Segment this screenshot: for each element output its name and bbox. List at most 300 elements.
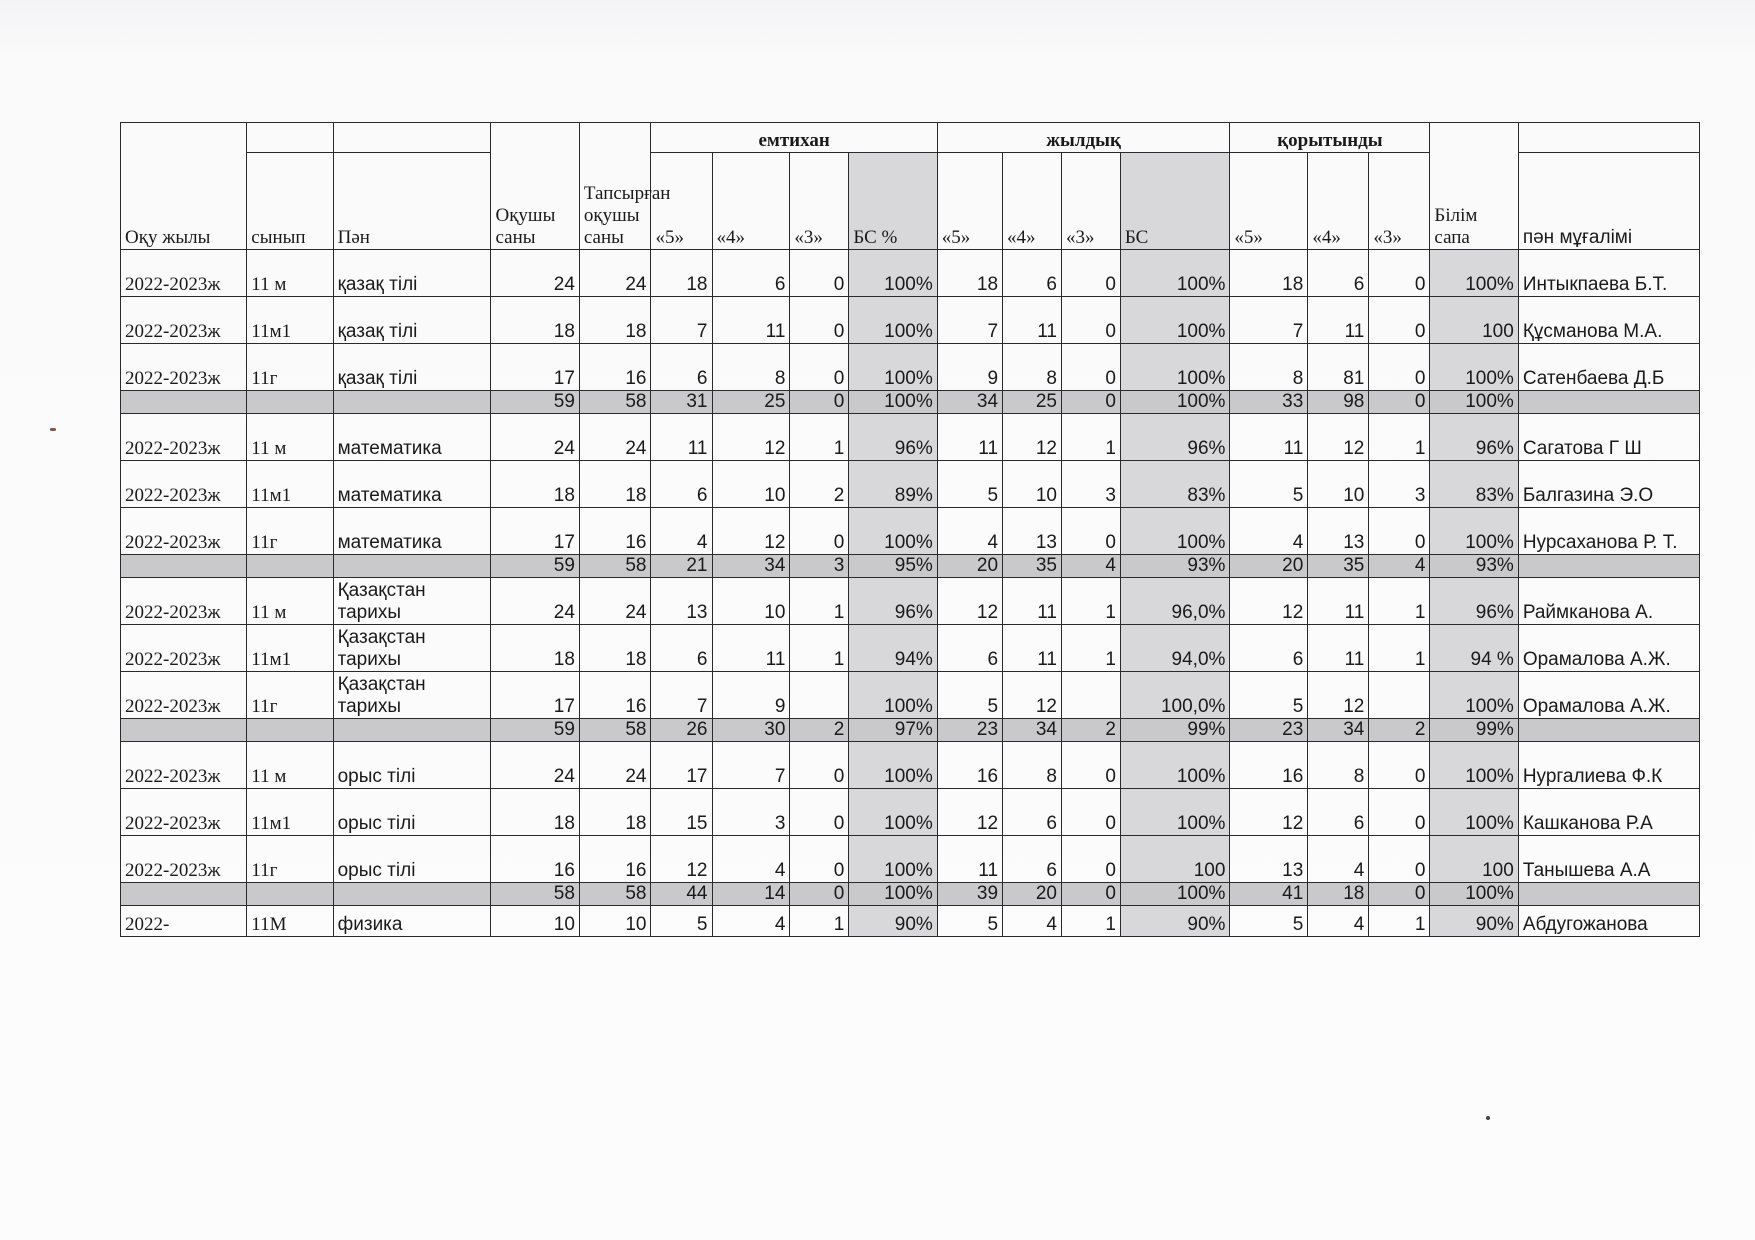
cell-e5: 31 — [651, 391, 712, 414]
cell-ebs: 96% — [849, 578, 937, 625]
total-label-cell — [333, 391, 491, 414]
cell-a3: 1 — [1061, 625, 1120, 672]
table-body — [121, 250, 1700, 937]
cell-abs: 100% — [1120, 508, 1230, 555]
cell-f5: 7 — [1230, 297, 1308, 344]
cell-n: 10 — [491, 906, 579, 937]
cell-abs: 100% — [1120, 344, 1230, 391]
cell-a4: 25 — [1003, 391, 1062, 414]
table-row — [121, 414, 1700, 461]
total-label-cell — [247, 719, 333, 742]
cell-p: 10 — [579, 906, 651, 937]
cell-abs: 100,0% — [1120, 672, 1230, 719]
cell-q: 94 % — [1430, 625, 1518, 672]
cell-q: 83% — [1430, 461, 1518, 508]
cell-f5: 18 — [1230, 250, 1308, 297]
total-label-cell — [333, 555, 491, 578]
cell-ebs: 100% — [849, 789, 937, 836]
cell-ebs: 100% — [849, 297, 937, 344]
cell-e4: 14 — [712, 883, 790, 906]
total-teacher-cell — [1518, 719, 1699, 742]
cell-e3: 2 — [790, 461, 849, 508]
cell-f4: 81 — [1308, 344, 1369, 391]
cell-a4: 8 — [1003, 344, 1062, 391]
cell-e5: 4 — [651, 508, 712, 555]
subject-cell: орыс тілі — [333, 789, 491, 836]
cell-f3: 0 — [1369, 836, 1430, 883]
cell-ebs: 97% — [849, 719, 937, 742]
cell-e5: 11 — [651, 414, 712, 461]
cell-n: 16 — [491, 836, 579, 883]
header-exam: емтихан — [651, 123, 937, 153]
cell-abs: 99% — [1120, 719, 1230, 742]
subject-cell: қазақ тілі — [333, 250, 491, 297]
cell-a3: 1 — [1061, 414, 1120, 461]
cell-f3: 1 — [1369, 578, 1430, 625]
cell-a3: 0 — [1061, 508, 1120, 555]
cell-f5: 11 — [1230, 414, 1308, 461]
header-passed: Тапсырған оқушы саны — [579, 123, 651, 250]
class-cell: 11м1 — [247, 625, 333, 672]
cell-a3: 1 — [1061, 578, 1120, 625]
cell-a4: 11 — [1003, 578, 1062, 625]
teacher-cell: Орамалова А.Ж. — [1518, 625, 1699, 672]
total-teacher-cell — [1518, 883, 1699, 906]
table-row — [121, 297, 1700, 344]
total-row — [121, 391, 1700, 414]
cell-e4: 34 — [712, 555, 790, 578]
header-annual-3: «3» — [1061, 153, 1120, 250]
cell-e5: 13 — [651, 578, 712, 625]
cell-f5: 5 — [1230, 672, 1308, 719]
cell-f5: 13 — [1230, 836, 1308, 883]
cell-a4: 6 — [1003, 789, 1062, 836]
cell-abs: 100% — [1120, 742, 1230, 789]
cell-p: 18 — [579, 461, 651, 508]
cell-e3: 0 — [790, 344, 849, 391]
cell-a3: 0 — [1061, 344, 1120, 391]
cell-a4: 4 — [1003, 906, 1062, 937]
cell-f4: 18 — [1308, 883, 1369, 906]
cell-ebs: 100% — [849, 344, 937, 391]
cell-p: 24 — [579, 578, 651, 625]
cell-e5: 5 — [651, 906, 712, 937]
cell-a5: 39 — [937, 883, 1002, 906]
cell-ebs: 100% — [849, 672, 937, 719]
total-label-cell — [121, 555, 247, 578]
cell-n: 18 — [491, 625, 579, 672]
cell-e5: 15 — [651, 789, 712, 836]
cell-abs: 100% — [1120, 789, 1230, 836]
cell-a3: 0 — [1061, 883, 1120, 906]
cell-abs: 100 — [1120, 836, 1230, 883]
cell-a4: 8 — [1003, 742, 1062, 789]
cell-f3: 3 — [1369, 461, 1430, 508]
total-label-cell — [121, 719, 247, 742]
cell-e3: 1 — [790, 414, 849, 461]
cell-f4: 12 — [1308, 672, 1369, 719]
year-cell: 2022-2023ж — [121, 672, 247, 719]
class-cell: 11м1 — [247, 461, 333, 508]
teacher-cell: Кашканова Р.А — [1518, 789, 1699, 836]
class-cell: 11г — [247, 836, 333, 883]
teacher-cell: Абдугожанова — [1518, 906, 1699, 937]
cell-e3: 1 — [790, 625, 849, 672]
cell-a3 — [1061, 672, 1120, 719]
class-cell: 11м1 — [247, 789, 333, 836]
cell-e4: 12 — [712, 508, 790, 555]
cell-a5: 5 — [937, 461, 1002, 508]
cell-a4: 6 — [1003, 836, 1062, 883]
scan-speck — [1486, 1116, 1490, 1120]
cell-f3: 0 — [1369, 508, 1430, 555]
cell-e5: 44 — [651, 883, 712, 906]
subject-cell: Қазақстан тарихы — [333, 578, 491, 625]
cell-a4: 35 — [1003, 555, 1062, 578]
cell-q: 96% — [1430, 578, 1518, 625]
cell-e4: 12 — [712, 414, 790, 461]
teacher-cell: Интыкпаева Б.Т. — [1518, 250, 1699, 297]
class-cell: 11 м — [247, 414, 333, 461]
header-exam-3: «3» — [790, 153, 849, 250]
cell-a5: 23 — [937, 719, 1002, 742]
cell-e5: 7 — [651, 672, 712, 719]
year-cell: 2022-2023ж — [121, 625, 247, 672]
cell-f3: 0 — [1369, 742, 1430, 789]
cell-f3: 2 — [1369, 719, 1430, 742]
cell-ebs: 100% — [849, 883, 937, 906]
cell-e3: 0 — [790, 508, 849, 555]
cell-abs: 100% — [1120, 391, 1230, 414]
cell-f4: 98 — [1308, 391, 1369, 414]
cell-f4: 10 — [1308, 461, 1369, 508]
class-cell: 11 м — [247, 578, 333, 625]
cell-a5: 5 — [937, 672, 1002, 719]
cell-ebs: 100% — [849, 836, 937, 883]
cell-f5: 6 — [1230, 625, 1308, 672]
cell-q: 99% — [1430, 719, 1518, 742]
cell-q: 100 — [1430, 297, 1518, 344]
table-row — [121, 789, 1700, 836]
subject-cell: қазақ тілі — [333, 344, 491, 391]
total-teacher-cell — [1518, 555, 1699, 578]
header-annual-bs: БС — [1120, 153, 1230, 250]
class-cell: 11 м — [247, 250, 333, 297]
cell-p: 58 — [579, 719, 651, 742]
teacher-cell: Сагатова Г Ш — [1518, 414, 1699, 461]
subject-cell: математика — [333, 414, 491, 461]
cell-n: 18 — [491, 297, 579, 344]
cell-q: 100% — [1430, 789, 1518, 836]
cell-f4: 11 — [1308, 578, 1369, 625]
cell-a5: 11 — [937, 836, 1002, 883]
table-row — [121, 344, 1700, 391]
cell-abs: 93% — [1120, 555, 1230, 578]
cell-e3: 0 — [790, 836, 849, 883]
class-cell: 11г — [247, 508, 333, 555]
cell-ebs: 100% — [849, 508, 937, 555]
cell-p: 58 — [579, 555, 651, 578]
subject-cell: Қазақстан тарихы — [333, 625, 491, 672]
header-subject: Пән — [333, 153, 491, 250]
cell-p: 58 — [579, 883, 651, 906]
cell-a3: 0 — [1061, 789, 1120, 836]
cell-n: 18 — [491, 789, 579, 836]
subject-cell: математика — [333, 461, 491, 508]
results-table-container — [120, 122, 1700, 937]
cell-n: 24 — [491, 742, 579, 789]
cell-f4: 34 — [1308, 719, 1369, 742]
cell-f5: 41 — [1230, 883, 1308, 906]
cell-a3: 1 — [1061, 906, 1120, 937]
cell-e3: 1 — [790, 906, 849, 937]
total-row — [121, 883, 1700, 906]
total-row — [121, 555, 1700, 578]
total-label-cell — [247, 883, 333, 906]
cell-a5: 4 — [937, 508, 1002, 555]
cell-n: 17 — [491, 508, 579, 555]
cell-n: 24 — [491, 578, 579, 625]
class-cell: 11г — [247, 672, 333, 719]
year-cell: 2022-2023ж — [121, 742, 247, 789]
cell-a4: 12 — [1003, 672, 1062, 719]
teacher-cell: Нургалиева Ф.К — [1518, 742, 1699, 789]
subject-cell: математика — [333, 508, 491, 555]
cell-e4: 9 — [712, 672, 790, 719]
cell-a4: 6 — [1003, 250, 1062, 297]
table-row — [121, 625, 1700, 672]
cell-p: 58 — [579, 391, 651, 414]
cell-abs: 83% — [1120, 461, 1230, 508]
subject-cell: Қазақстан тарихы — [333, 672, 491, 719]
cell-e4: 8 — [712, 344, 790, 391]
cell-f3: 0 — [1369, 344, 1430, 391]
cell-f5: 12 — [1230, 578, 1308, 625]
cell-q: 100% — [1430, 391, 1518, 414]
cell-p: 16 — [579, 508, 651, 555]
cell-ebs: 94% — [849, 625, 937, 672]
cell-q: 100% — [1430, 672, 1518, 719]
class-cell: 11г — [247, 344, 333, 391]
cell-q: 90% — [1430, 906, 1518, 937]
cell-a4: 12 — [1003, 414, 1062, 461]
cell-e5: 21 — [651, 555, 712, 578]
cell-p: 16 — [579, 836, 651, 883]
cell-f4: 6 — [1308, 789, 1369, 836]
cell-n: 59 — [491, 391, 579, 414]
cell-e4: 3 — [712, 789, 790, 836]
cell-f3: 1 — [1369, 414, 1430, 461]
cell-p: 24 — [579, 250, 651, 297]
cell-e4: 10 — [712, 578, 790, 625]
class-cell: 11 м — [247, 742, 333, 789]
cell-e3: 0 — [790, 789, 849, 836]
cell-ebs: 96% — [849, 414, 937, 461]
cell-n: 17 — [491, 344, 579, 391]
subject-cell: орыс тілі — [333, 836, 491, 883]
cell-e3 — [790, 672, 849, 719]
cell-a5: 18 — [937, 250, 1002, 297]
table-row — [121, 508, 1700, 555]
cell-a5: 7 — [937, 297, 1002, 344]
table-row — [121, 906, 1700, 937]
cell-e4: 4 — [712, 836, 790, 883]
cell-a3: 0 — [1061, 836, 1120, 883]
cell-ebs: 89% — [849, 461, 937, 508]
cell-e3: 0 — [790, 297, 849, 344]
header-empty — [1518, 123, 1699, 153]
cell-ebs: 100% — [849, 742, 937, 789]
cell-e5: 6 — [651, 625, 712, 672]
table-row — [121, 742, 1700, 789]
cell-a3: 2 — [1061, 719, 1120, 742]
cell-q: 100% — [1430, 250, 1518, 297]
cell-e4: 11 — [712, 625, 790, 672]
cell-f3: 1 — [1369, 906, 1430, 937]
cell-f4: 13 — [1308, 508, 1369, 555]
cell-a5: 34 — [937, 391, 1002, 414]
total-label-cell — [121, 883, 247, 906]
table-row — [121, 836, 1700, 883]
total-row — [121, 719, 1700, 742]
cell-e5: 6 — [651, 344, 712, 391]
cell-f4: 12 — [1308, 414, 1369, 461]
teacher-cell: Танышева А.А — [1518, 836, 1699, 883]
cell-q: 93% — [1430, 555, 1518, 578]
cell-abs: 100% — [1120, 883, 1230, 906]
cell-q: 100% — [1430, 344, 1518, 391]
header-final-4: «4» — [1308, 153, 1369, 250]
exam-results-table — [120, 122, 1700, 937]
header-quality: Білім сапа — [1430, 123, 1518, 250]
table-row — [121, 578, 1700, 625]
cell-e5: 26 — [651, 719, 712, 742]
cell-f5: 5 — [1230, 906, 1308, 937]
cell-ebs: 100% — [849, 250, 937, 297]
cell-f3: 1 — [1369, 625, 1430, 672]
header-annual-5: «5» — [937, 153, 1002, 250]
cell-a3: 4 — [1061, 555, 1120, 578]
cell-e4: 6 — [712, 250, 790, 297]
teacher-cell: Раймканова А. — [1518, 578, 1699, 625]
cell-n: 24 — [491, 250, 579, 297]
cell-f3: 0 — [1369, 883, 1430, 906]
header-year: Оқу жылы — [121, 123, 247, 250]
cell-abs: 100% — [1120, 250, 1230, 297]
cell-n: 59 — [491, 719, 579, 742]
header-final-3: «3» — [1369, 153, 1430, 250]
subject-cell: орыс тілі — [333, 742, 491, 789]
cell-f5: 12 — [1230, 789, 1308, 836]
header-exam-5: «5» — [651, 153, 712, 250]
cell-a3: 3 — [1061, 461, 1120, 508]
cell-e5: 6 — [651, 461, 712, 508]
cell-q: 100% — [1430, 742, 1518, 789]
cell-f5: 8 — [1230, 344, 1308, 391]
table-row — [121, 461, 1700, 508]
cell-p: 16 — [579, 672, 651, 719]
cell-a5: 16 — [937, 742, 1002, 789]
cell-e4: 11 — [712, 297, 790, 344]
cell-n: 58 — [491, 883, 579, 906]
cell-f5: 16 — [1230, 742, 1308, 789]
year-cell: 2022-2023ж — [121, 250, 247, 297]
cell-abs: 100% — [1120, 297, 1230, 344]
total-label-cell — [247, 391, 333, 414]
header-class: сынып — [247, 153, 333, 250]
cell-f5: 4 — [1230, 508, 1308, 555]
table-row — [121, 672, 1700, 719]
cell-a5: 20 — [937, 555, 1002, 578]
cell-n: 17 — [491, 672, 579, 719]
cell-e3: 1 — [790, 578, 849, 625]
header-annual: жылдық — [937, 123, 1230, 153]
cell-e5: 18 — [651, 250, 712, 297]
cell-f4: 8 — [1308, 742, 1369, 789]
total-label-cell — [121, 391, 247, 414]
cell-p: 24 — [579, 742, 651, 789]
cell-p: 18 — [579, 625, 651, 672]
cell-a3: 0 — [1061, 250, 1120, 297]
cell-f4: 11 — [1308, 297, 1369, 344]
cell-ebs: 90% — [849, 906, 937, 937]
cell-e4: 10 — [712, 461, 790, 508]
year-cell: 2022-2023ж — [121, 508, 247, 555]
cell-f5: 33 — [1230, 391, 1308, 414]
year-cell: 2022- — [121, 906, 247, 937]
teacher-cell: Құсманова М.А. — [1518, 297, 1699, 344]
cell-f4: 4 — [1308, 906, 1369, 937]
cell-a4: 13 — [1003, 508, 1062, 555]
cell-abs: 96% — [1120, 414, 1230, 461]
cell-e4: 7 — [712, 742, 790, 789]
cell-abs: 94,0% — [1120, 625, 1230, 672]
cell-p: 18 — [579, 789, 651, 836]
cell-e3: 0 — [790, 883, 849, 906]
cell-a5: 5 — [937, 906, 1002, 937]
cell-a5: 12 — [937, 789, 1002, 836]
cell-e4: 30 — [712, 719, 790, 742]
cell-a5: 11 — [937, 414, 1002, 461]
total-label-cell — [333, 719, 491, 742]
total-teacher-cell — [1518, 391, 1699, 414]
cell-p: 16 — [579, 344, 651, 391]
cell-a5: 6 — [937, 625, 1002, 672]
cell-a3: 0 — [1061, 297, 1120, 344]
cell-f4: 11 — [1308, 625, 1369, 672]
cell-q: 100% — [1430, 508, 1518, 555]
header-final: қорытынды — [1230, 123, 1430, 153]
cell-a4: 11 — [1003, 625, 1062, 672]
table-row — [121, 250, 1700, 297]
total-label-cell — [247, 555, 333, 578]
cell-q: 100% — [1430, 883, 1518, 906]
cell-f3 — [1369, 672, 1430, 719]
cell-p: 18 — [579, 297, 651, 344]
cell-e3: 0 — [790, 742, 849, 789]
header-exam-bs: БС % — [849, 153, 937, 250]
cell-ebs: 95% — [849, 555, 937, 578]
cell-a5: 12 — [937, 578, 1002, 625]
cell-f3: 0 — [1369, 297, 1430, 344]
cell-f4: 35 — [1308, 555, 1369, 578]
cell-e4: 4 — [712, 906, 790, 937]
header-empty — [333, 123, 491, 153]
cell-a3: 0 — [1061, 742, 1120, 789]
year-cell: 2022-2023ж — [121, 414, 247, 461]
cell-f5: 23 — [1230, 719, 1308, 742]
teacher-cell: Орамалова А.Ж. — [1518, 672, 1699, 719]
